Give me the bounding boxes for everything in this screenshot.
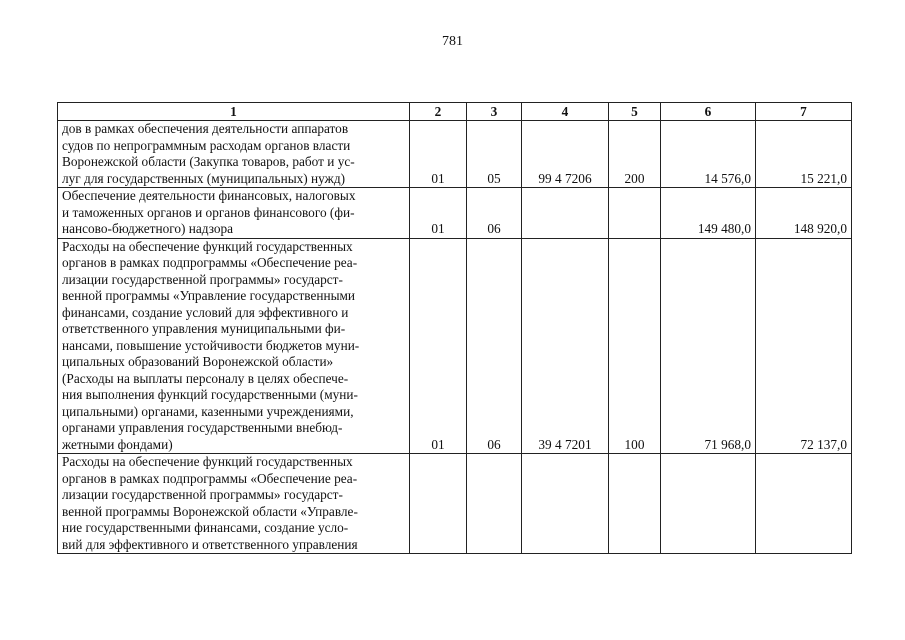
col-header-7: 7 [756,103,852,121]
cell-target-article: 99 4 7206 [522,121,609,188]
description-line: ципальных образований Воронежской области» [62,354,334,369]
cell-section: 01 [410,188,467,239]
description-line: и таможенных органов и органов финансового (фи- [62,204,355,220]
cell-target-article: 39 4 7201 [522,238,609,454]
table-row [58,454,852,554]
cell-amount-2: 15 221,0 [756,121,852,188]
table-row [58,238,852,454]
description-line: жетными фондами) [62,436,173,452]
cell-target-article [522,188,609,239]
description-line: лизации государственной программы» государст- [62,271,343,287]
description-line: органов в рамках подпрограммы «Обеспечение реа- [62,255,358,270]
cell-amount-2 [756,454,852,554]
cell-expense-type [609,188,661,239]
page-number: 781 [442,34,463,49]
row-description [58,238,410,454]
description-line: венной программы «Управление государственными [62,288,356,303]
cell-subsection: 05 [467,121,522,188]
description-line: судов по непрограммным расходам органов власти [62,137,351,153]
table-header-row [58,103,852,121]
row-description [58,121,410,188]
description-line: нансами, повышение устойчивости бюджетов муни- [62,337,360,353]
cell-section: 01 [410,121,467,188]
cell-amount-1: 14 576,0 [661,121,756,188]
col-header-5: 5 [609,103,661,121]
description-line: Воронежской области (Закупка товаров, работ и ус- [62,154,355,169]
cell-amount-1: 71 968,0 [661,238,756,454]
description-line: ответственного управления муниципальными фи- [62,321,346,336]
col-header-4: 4 [522,103,609,121]
cell-expense-type [609,454,661,554]
table-row [58,121,852,188]
row-description [58,454,410,554]
description-line: ние государственными финансами, создание усло- [62,520,349,535]
description-line: Расходы на обеспечение функций государственных [62,454,353,469]
col-header-3: 3 [467,103,522,121]
description-line: (Расходы на выплаты персоналу в целях обеспече- [62,370,349,386]
cell-amount-1 [661,454,756,554]
description-line: ципальными) органами, казенными учреждениями, [62,403,354,419]
cell-subsection: 06 [467,188,522,239]
description-line: Расходы на обеспечение функций государственных [62,238,353,254]
description-line: луг для государственных (муниципальных) нужд) [62,170,346,186]
cell-expense-type: 100 [609,238,661,454]
cell-amount-1: 149 480,0 [661,188,756,239]
description-line: Обеспечение деятельности финансовых, налоговых [62,188,356,203]
cell-subsection [467,454,522,554]
col-header-2: 2 [410,103,467,121]
description-line: нансово-бюджетного) надзора [62,221,234,236]
description-line: дов в рамках обеспечения деятельности аппаратов [62,121,349,136]
description-line: ния выполнения функций государственными (муни- [62,387,358,402]
table-row [58,188,852,239]
cell-expense-type: 200 [609,121,661,188]
description-line: органов в рамках подпрограммы «Обеспечение реа- [62,470,358,486]
cell-amount-2: 148 920,0 [756,188,852,239]
cell-section: 01 [410,238,467,454]
description-line: финансами, создание условий для эффективного и [62,304,349,320]
budget-table [57,102,852,554]
cell-amount-2: 72 137,0 [756,238,852,454]
description-line: органами управления государственными внебюд- [62,420,343,435]
cell-target-article [522,454,609,554]
description-line: вий для эффективного и ответственного управления [62,536,358,552]
col-header-1: 1 [58,103,410,121]
cell-section [410,454,467,554]
row-description [58,188,410,239]
col-header-6: 6 [661,103,756,121]
description-line: венной программы Воронежской области «Управле- [62,503,358,519]
cell-subsection: 06 [467,238,522,454]
description-line: лизации государственной программы» государст- [62,487,343,502]
